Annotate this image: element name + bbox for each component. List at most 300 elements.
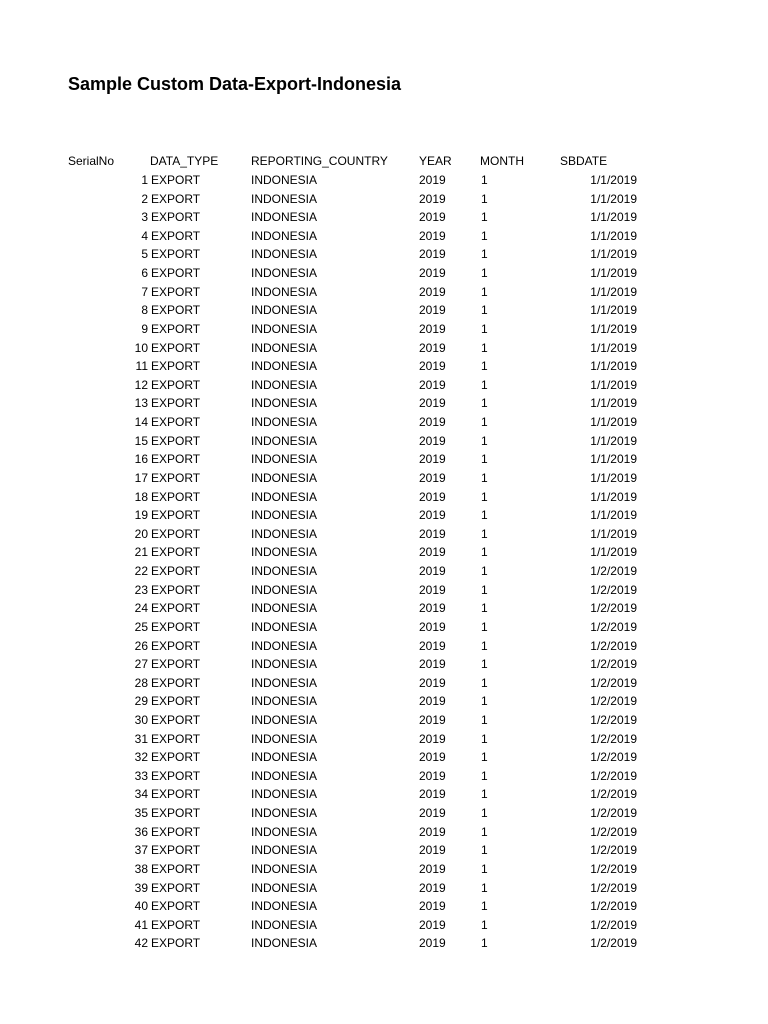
cell-serialno: 37: [134, 843, 148, 858]
table-row: [0, 637, 768, 656]
cell-sbdate: 1/2/2019: [590, 787, 637, 802]
cell-reporting-country: INDONESIA: [251, 582, 318, 597]
table-header-row: [0, 152, 768, 171]
cell-reporting-country: INDONESIA: [251, 489, 318, 504]
cell-serialno: 35: [134, 806, 148, 821]
cell-serialno: 30: [134, 712, 148, 727]
cell-month: 1: [481, 750, 488, 765]
cell-data-type: EXPORT: [151, 880, 201, 895]
cell-reporting-country: INDONESIA: [251, 545, 318, 560]
cell-reporting-country: INDONESIA: [251, 284, 318, 299]
cell-sbdate: 1/1/2019: [590, 470, 637, 485]
cell-reporting-country: INDONESIA: [251, 861, 318, 876]
cell-month: 1: [481, 266, 488, 281]
cell-month: 1: [481, 508, 488, 523]
cell-serialno: 22: [134, 564, 148, 579]
cell-data-type: EXPORT: [151, 433, 201, 448]
cell-data-type: EXPORT: [151, 917, 201, 932]
cell-serialno: 25: [134, 619, 148, 634]
cell-year: 2019: [419, 433, 446, 448]
cell-reporting-country: INDONESIA: [251, 452, 318, 467]
cell-data-type: EXPORT: [151, 303, 201, 318]
cell-sbdate: 1/1/2019: [590, 173, 637, 187]
cell-serialno: 42: [134, 936, 148, 951]
table-row: [0, 879, 768, 898]
cell-year: 2019: [419, 675, 446, 690]
cell-year: 2019: [419, 266, 446, 281]
cell-serialno: 32: [134, 750, 148, 765]
cell-month: 1: [481, 191, 488, 206]
cell-sbdate: 1/1/2019: [590, 266, 637, 281]
cell-serialno: 3: [141, 210, 148, 225]
cell-sbdate: 1/2/2019: [590, 936, 637, 951]
table-row: [0, 730, 768, 749]
cell-data-type: EXPORT: [151, 489, 201, 504]
cell-year: 2019: [419, 564, 446, 579]
cell-serialno: 15: [134, 433, 148, 448]
cell-data-type: EXPORT: [151, 619, 201, 634]
cell-sbdate: 1/1/2019: [590, 210, 637, 225]
cell-serialno: 21: [134, 545, 148, 560]
cell-year: 2019: [419, 750, 446, 765]
cell-year: 2019: [419, 768, 446, 783]
cell-data-type: EXPORT: [151, 340, 201, 355]
cell-year: 2019: [419, 340, 446, 355]
cell-reporting-country: INDONESIA: [251, 564, 318, 579]
cell-month: 1: [481, 228, 488, 243]
cell-sbdate: 1/2/2019: [590, 657, 637, 672]
cell-sbdate: 1/1/2019: [590, 284, 637, 299]
table-row: [0, 767, 768, 786]
table-row: [0, 934, 768, 953]
cell-data-type: EXPORT: [151, 396, 201, 411]
cell-sbdate: 1/1/2019: [590, 321, 637, 336]
cell-sbdate: 1/2/2019: [590, 731, 637, 746]
cell-serialno: 20: [134, 526, 148, 541]
cell-data-type: EXPORT: [151, 638, 201, 653]
cell-reporting-country: INDONESIA: [251, 470, 318, 485]
cell-reporting-country: INDONESIA: [251, 619, 318, 634]
cell-serialno: 4: [141, 228, 148, 243]
cell-serialno: 17: [134, 470, 148, 485]
cell-sbdate: 1/1/2019: [590, 415, 637, 430]
cell-data-type: EXPORT: [151, 750, 201, 765]
cell-year: 2019: [419, 173, 446, 187]
cell-reporting-country: INDONESIA: [251, 396, 318, 411]
cell-month: 1: [481, 917, 488, 932]
cell-month: 1: [481, 173, 488, 187]
table-row: [0, 488, 768, 507]
cell-serialno: 23: [134, 582, 148, 597]
cell-sbdate: 1/2/2019: [590, 917, 637, 932]
cell-month: 1: [481, 899, 488, 914]
cell-data-type: EXPORT: [151, 582, 201, 597]
table-row: [0, 748, 768, 767]
cell-reporting-country: INDONESIA: [251, 266, 318, 281]
cell-data-type: EXPORT: [151, 377, 201, 392]
table-row: [0, 804, 768, 823]
cell-reporting-country: INDONESIA: [251, 526, 318, 541]
cell-sbdate: 1/2/2019: [590, 750, 637, 765]
cell-reporting-country: INDONESIA: [251, 415, 318, 430]
cell-year: 2019: [419, 191, 446, 206]
cell-serialno: 8: [141, 303, 148, 318]
cell-reporting-country: INDONESIA: [251, 899, 318, 914]
cell-data-type: EXPORT: [151, 899, 201, 914]
cell-month: 1: [481, 880, 488, 895]
table-row: [0, 860, 768, 879]
cell-serialno: 28: [134, 675, 148, 690]
cell-month: 1: [481, 936, 488, 951]
cell-serialno: 7: [141, 284, 148, 299]
cell-data-type: EXPORT: [151, 191, 201, 206]
cell-data-type: EXPORT: [151, 210, 201, 225]
cell-year: 2019: [419, 619, 446, 634]
cell-data-type: EXPORT: [151, 564, 201, 579]
cell-reporting-country: INDONESIA: [251, 377, 318, 392]
table-row: [0, 208, 768, 227]
cell-serialno: 24: [134, 601, 148, 616]
cell-sbdate: 1/1/2019: [590, 303, 637, 318]
cell-month: 1: [481, 396, 488, 411]
cell-month: 1: [481, 582, 488, 597]
cell-year: 2019: [419, 489, 446, 504]
cell-reporting-country: INDONESIA: [251, 433, 318, 448]
table-row: [0, 916, 768, 935]
page-title: Sample Custom Data-Export-Indonesia: [68, 74, 402, 94]
cell-reporting-country: INDONESIA: [251, 303, 318, 318]
table-row: [0, 599, 768, 618]
cell-sbdate: 1/2/2019: [590, 619, 637, 634]
cell-reporting-country: INDONESIA: [251, 247, 318, 262]
cell-reporting-country: INDONESIA: [251, 675, 318, 690]
cell-serialno: 2: [141, 191, 148, 206]
cell-year: 2019: [419, 657, 446, 672]
cell-data-type: EXPORT: [151, 731, 201, 746]
table-row: [0, 301, 768, 320]
table-row: [0, 227, 768, 246]
cell-year: 2019: [419, 470, 446, 485]
cell-month: 1: [481, 675, 488, 690]
cell-year: 2019: [419, 917, 446, 932]
cell-month: 1: [481, 712, 488, 727]
cell-year: 2019: [419, 601, 446, 616]
cell-month: 1: [481, 452, 488, 467]
cell-year: 2019: [419, 638, 446, 653]
cell-sbdate: 1/2/2019: [590, 694, 637, 709]
table-row: [0, 376, 768, 395]
cell-month: 1: [481, 861, 488, 876]
cell-month: 1: [481, 806, 488, 821]
cell-year: 2019: [419, 582, 446, 597]
cell-data-type: EXPORT: [151, 545, 201, 560]
cell-month: 1: [481, 247, 488, 262]
cell-month: 1: [481, 284, 488, 299]
cell-month: 1: [481, 694, 488, 709]
cell-month: 1: [481, 545, 488, 560]
cell-sbdate: 1/2/2019: [590, 843, 637, 858]
cell-serialno: 19: [134, 508, 148, 523]
cell-year: 2019: [419, 526, 446, 541]
cell-data-type: EXPORT: [151, 861, 201, 876]
cell-sbdate: 1/1/2019: [590, 452, 637, 467]
cell-year: 2019: [419, 824, 446, 839]
table-row: [0, 525, 768, 544]
cell-reporting-country: INDONESIA: [251, 191, 318, 206]
cell-data-type: EXPORT: [151, 601, 201, 616]
cell-reporting-country: INDONESIA: [251, 880, 318, 895]
cell-reporting-country: INDONESIA: [251, 638, 318, 653]
table-row: [0, 413, 768, 432]
cell-reporting-country: INDONESIA: [251, 712, 318, 727]
table-row: [0, 897, 768, 916]
cell-sbdate: 1/2/2019: [590, 806, 637, 821]
table-row: [0, 841, 768, 860]
cell-serialno: 13: [134, 396, 148, 411]
cell-data-type: EXPORT: [151, 173, 201, 187]
cell-sbdate: 1/2/2019: [590, 861, 637, 876]
cell-serialno: 29: [134, 694, 148, 709]
cell-reporting-country: INDONESIA: [251, 508, 318, 523]
cell-sbdate: 1/2/2019: [590, 564, 637, 579]
cell-year: 2019: [419, 284, 446, 299]
cell-month: 1: [481, 470, 488, 485]
cell-year: 2019: [419, 359, 446, 374]
cell-serialno: 33: [134, 768, 148, 783]
cell-serialno: 27: [134, 657, 148, 672]
cell-data-type: EXPORT: [151, 806, 201, 821]
table-row: [0, 785, 768, 804]
cell-reporting-country: INDONESIA: [251, 936, 318, 951]
cell-data-type: EXPORT: [151, 526, 201, 541]
cell-data-type: EXPORT: [151, 321, 201, 336]
cell-sbdate: 1/2/2019: [590, 824, 637, 839]
cell-year: 2019: [419, 303, 446, 318]
cell-month: 1: [481, 526, 488, 541]
cell-serialno: 5: [141, 247, 148, 262]
cell-sbdate: 1/1/2019: [590, 228, 637, 243]
table-row: [0, 618, 768, 637]
cell-month: 1: [481, 564, 488, 579]
cell-reporting-country: INDONESIA: [251, 210, 318, 225]
table-row: [0, 264, 768, 283]
cell-serialno: 10: [134, 340, 148, 355]
cell-data-type: EXPORT: [151, 452, 201, 467]
cell-reporting-country: INDONESIA: [251, 340, 318, 355]
cell-reporting-country: INDONESIA: [251, 824, 318, 839]
cell-month: 1: [481, 768, 488, 783]
table-row: [0, 432, 768, 451]
cell-serialno: 26: [134, 638, 148, 653]
cell-sbdate: 1/1/2019: [590, 340, 637, 355]
cell-reporting-country: INDONESIA: [251, 750, 318, 765]
cell-month: 1: [481, 657, 488, 672]
cell-sbdate: 1/1/2019: [590, 526, 637, 541]
table-row: [0, 339, 768, 358]
cell-month: 1: [481, 731, 488, 746]
cell-reporting-country: INDONESIA: [251, 173, 318, 187]
cell-data-type: EXPORT: [151, 787, 201, 802]
cell-serialno: 11: [135, 359, 148, 374]
cell-year: 2019: [419, 545, 446, 560]
cell-sbdate: 1/2/2019: [590, 712, 637, 727]
cell-sbdate: 1/2/2019: [590, 638, 637, 653]
cell-year: 2019: [419, 806, 446, 821]
column-header-year: YEAR: [419, 154, 452, 168]
cell-reporting-country: INDONESIA: [251, 806, 318, 821]
cell-data-type: EXPORT: [151, 284, 201, 299]
cell-year: 2019: [419, 415, 446, 430]
cell-year: 2019: [419, 452, 446, 467]
cell-reporting-country: INDONESIA: [251, 657, 318, 672]
cell-serialno: 9: [141, 321, 148, 336]
cell-month: 1: [481, 489, 488, 504]
cell-serialno: 39: [134, 880, 148, 895]
cell-month: 1: [481, 601, 488, 616]
cell-reporting-country: INDONESIA: [251, 694, 318, 709]
cell-month: 1: [481, 843, 488, 858]
cell-sbdate: 1/1/2019: [590, 545, 637, 560]
cell-year: 2019: [419, 861, 446, 876]
cell-reporting-country: INDONESIA: [251, 787, 318, 802]
cell-data-type: EXPORT: [151, 266, 201, 281]
cell-data-type: EXPORT: [151, 843, 201, 858]
cell-year: 2019: [419, 843, 446, 858]
cell-month: 1: [481, 321, 488, 336]
cell-serialno: 12: [134, 377, 148, 392]
cell-serialno: 1: [141, 173, 148, 187]
cell-serialno: 38: [134, 861, 148, 876]
cell-data-type: EXPORT: [151, 470, 201, 485]
cell-reporting-country: INDONESIA: [251, 731, 318, 746]
table-row: [0, 692, 768, 711]
cell-reporting-country: INDONESIA: [251, 359, 318, 374]
cell-month: 1: [481, 787, 488, 802]
cell-serialno: 18: [134, 489, 148, 504]
table-row: [0, 394, 768, 413]
table-row: [0, 357, 768, 376]
column-header-data-type: DATA_TYPE: [150, 154, 219, 168]
cell-serialno: 34: [134, 787, 148, 802]
cell-month: 1: [481, 210, 488, 225]
cell-serialno: 31: [134, 731, 148, 746]
cell-sbdate: 1/1/2019: [590, 191, 637, 206]
cell-year: 2019: [419, 210, 446, 225]
table-row: [0, 711, 768, 730]
cell-serialno: 16: [134, 452, 148, 467]
cell-sbdate: 1/1/2019: [590, 396, 637, 411]
cell-year: 2019: [419, 899, 446, 914]
cell-sbdate: 1/2/2019: [590, 601, 637, 616]
cell-data-type: EXPORT: [151, 508, 201, 523]
cell-data-type: EXPORT: [151, 824, 201, 839]
cell-data-type: EXPORT: [151, 228, 201, 243]
cell-sbdate: 1/1/2019: [590, 433, 637, 448]
cell-reporting-country: INDONESIA: [251, 843, 318, 858]
column-header-month: MONTH: [480, 154, 524, 168]
cell-serialno: 36: [134, 824, 148, 839]
table-row: [0, 674, 768, 693]
cell-year: 2019: [419, 396, 446, 411]
cell-year: 2019: [419, 228, 446, 243]
cell-month: 1: [481, 359, 488, 374]
cell-reporting-country: INDONESIA: [251, 917, 318, 932]
cell-data-type: EXPORT: [151, 694, 201, 709]
cell-month: 1: [481, 638, 488, 653]
cell-year: 2019: [419, 787, 446, 802]
cell-sbdate: 1/2/2019: [590, 768, 637, 783]
cell-year: 2019: [419, 936, 446, 951]
cell-year: 2019: [419, 880, 446, 895]
column-header-reporting-country: REPORTING_COUNTRY: [251, 154, 388, 168]
cell-serialno: 40: [134, 899, 148, 914]
cell-reporting-country: INDONESIA: [251, 228, 318, 243]
cell-serialno: 41: [134, 917, 148, 932]
cell-year: 2019: [419, 731, 446, 746]
table-row: [0, 320, 768, 339]
cell-sbdate: 1/1/2019: [590, 489, 637, 504]
cell-serialno: 6: [141, 266, 148, 281]
cell-data-type: EXPORT: [151, 657, 201, 672]
cell-year: 2019: [419, 694, 446, 709]
cell-data-type: EXPORT: [151, 247, 201, 262]
cell-sbdate: 1/2/2019: [590, 880, 637, 895]
cell-year: 2019: [419, 377, 446, 392]
cell-reporting-country: INDONESIA: [251, 768, 318, 783]
cell-data-type: EXPORT: [151, 415, 201, 430]
cell-month: 1: [481, 340, 488, 355]
table-row: [0, 655, 768, 674]
column-header-sbdate: SBDATE: [560, 154, 608, 168]
cell-serialno: 14: [134, 415, 148, 430]
cell-month: 1: [481, 619, 488, 634]
cell-sbdate: 1/1/2019: [590, 508, 637, 523]
cell-data-type: EXPORT: [151, 936, 201, 951]
table-row: [0, 171, 768, 190]
cell-sbdate: 1/2/2019: [590, 675, 637, 690]
cell-sbdate: 1/1/2019: [590, 247, 637, 262]
cell-data-type: EXPORT: [151, 675, 201, 690]
table-row: [0, 543, 768, 562]
column-header-serialno: SerialNo: [68, 154, 115, 168]
cell-sbdate: 1/1/2019: [590, 359, 637, 374]
cell-reporting-country: INDONESIA: [251, 321, 318, 336]
cell-month: 1: [481, 824, 488, 839]
table-row: [0, 245, 768, 264]
cell-month: 1: [481, 303, 488, 318]
cell-year: 2019: [419, 508, 446, 523]
cell-sbdate: 1/2/2019: [590, 899, 637, 914]
table-row: [0, 283, 768, 302]
table-row: [0, 190, 768, 209]
cell-data-type: EXPORT: [151, 712, 201, 727]
table-row: [0, 469, 768, 488]
cell-year: 2019: [419, 321, 446, 336]
cell-sbdate: 1/2/2019: [590, 582, 637, 597]
cell-month: 1: [481, 415, 488, 430]
cell-month: 1: [481, 377, 488, 392]
table-row: [0, 823, 768, 842]
cell-year: 2019: [419, 247, 446, 262]
table-row: [0, 506, 768, 525]
cell-data-type: EXPORT: [151, 768, 201, 783]
cell-data-type: EXPORT: [151, 359, 201, 374]
cell-year: 2019: [419, 712, 446, 727]
table-row: [0, 581, 768, 600]
table-row: [0, 450, 768, 469]
cell-reporting-country: INDONESIA: [251, 601, 318, 616]
cell-month: 1: [481, 433, 488, 448]
